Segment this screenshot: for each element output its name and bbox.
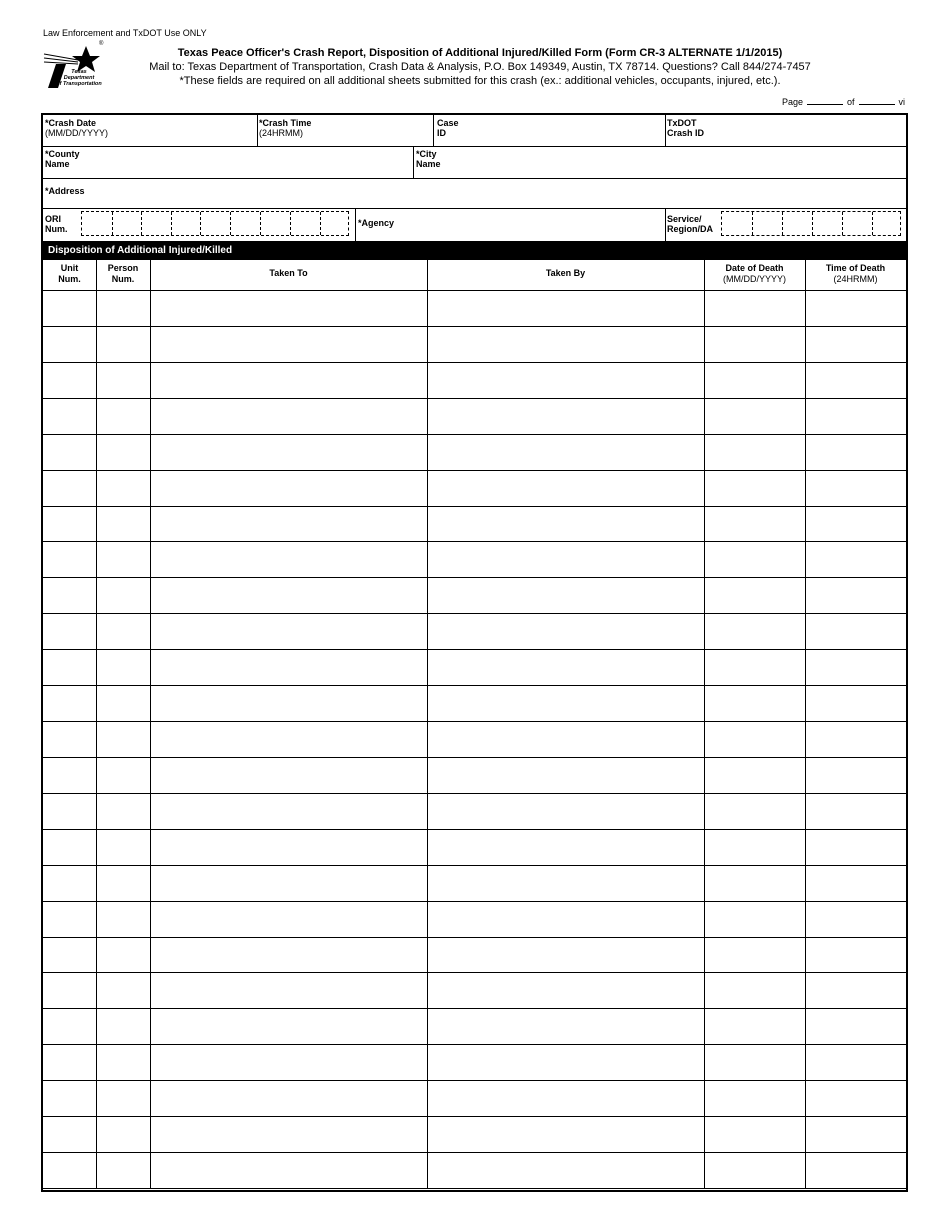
row-divider — [43, 506, 906, 507]
header-row-2 — [43, 146, 906, 179]
row-divider — [43, 1044, 906, 1045]
row-divider — [43, 1116, 906, 1117]
header-row-4 — [43, 208, 906, 241]
column-divider — [704, 260, 705, 1188]
col-taken-to: Taken To — [269, 268, 308, 278]
section-title-bar: Disposition of Additional Injured/Killed — [43, 241, 906, 260]
row-divider — [43, 865, 906, 866]
service-region-label: Service/ Region/DA — [667, 214, 713, 234]
required-note: *These fields are required on all additional sheets submitted for this crash (ex.: additional vehicles, occupants, injured, etc.). — [179, 75, 781, 87]
column-divider — [805, 260, 806, 1188]
registered-icon: ® — [99, 41, 104, 47]
row-divider — [43, 398, 906, 399]
row-divider — [43, 649, 906, 650]
service-region-input[interactable] — [721, 211, 901, 236]
page-total-field[interactable] — [859, 96, 895, 105]
col-unit-num: Unit Num. — [58, 263, 81, 284]
row-divider — [43, 829, 906, 830]
row-divider — [43, 1080, 906, 1081]
agency-field[interactable]: *Agency — [358, 218, 395, 228]
row-divider — [43, 290, 906, 291]
page-number-line: Page of vi — [781, 97, 905, 107]
row-divider — [43, 434, 906, 435]
col-date-of-death: Date of Death (MM/DD/YYYY) — [723, 263, 786, 284]
row-divider — [43, 901, 906, 902]
row-divider — [43, 362, 906, 363]
row-divider — [43, 685, 906, 686]
col-person-num: Person Num. — [107, 263, 139, 284]
ori-label: ORI Num. — [45, 214, 68, 234]
row-divider — [43, 470, 906, 471]
txdot-crash-id-field[interactable]: TxDOT Crash ID — [667, 118, 705, 138]
page-number-field[interactable] — [807, 96, 843, 105]
column-divider — [150, 260, 151, 1188]
row-divider — [43, 541, 906, 542]
row-divider — [43, 326, 906, 327]
use-note: Law Enforcement and TxDOT Use ONLY — [43, 28, 207, 38]
row-divider — [43, 757, 906, 758]
header-row-1 — [43, 115, 906, 147]
row-divider — [43, 1188, 906, 1189]
col-time-of-death: Time of Death (24HRMM) — [825, 263, 886, 284]
crash-time-field[interactable]: *Crash Time (24HRMM) — [259, 118, 312, 138]
column-divider — [427, 260, 428, 1188]
logo-text: Texas Department of Transportation — [56, 69, 102, 87]
header-row-3 — [43, 178, 906, 209]
row-divider — [43, 1152, 906, 1153]
county-name-field[interactable]: *County Name — [45, 149, 80, 169]
row-divider — [43, 577, 906, 578]
mail-to-line: Mail to: Texas Department of Transportation, Crash Data & Analysis, P.O. Box 149349, Austin, TX 78714. Questions? Call 844/274-7457 — [149, 61, 811, 73]
form-title: Texas Peace Officer's Crash Report, Disposition of Additional Injured/Killed Form (Form CR-3 ALTERNATE 1/1/2015) — [177, 47, 783, 59]
ori-number-input[interactable] — [81, 211, 349, 236]
txdot-logo — [42, 41, 104, 92]
row-divider — [43, 1008, 906, 1009]
row-divider — [43, 937, 906, 938]
row-divider — [43, 793, 906, 794]
column-divider — [96, 260, 97, 1188]
row-divider — [43, 972, 906, 973]
address-field[interactable]: *Address — [45, 186, 85, 196]
city-name-field[interactable]: *City Name — [416, 149, 441, 169]
crash-form — [41, 113, 908, 1192]
col-taken-by: Taken By — [545, 268, 586, 278]
row-divider — [43, 721, 906, 722]
crash-date-field[interactable]: *Crash Date (MM/DD/YYYY) — [45, 118, 108, 138]
row-divider — [43, 613, 906, 614]
case-id-field[interactable]: Case ID — [437, 118, 459, 138]
